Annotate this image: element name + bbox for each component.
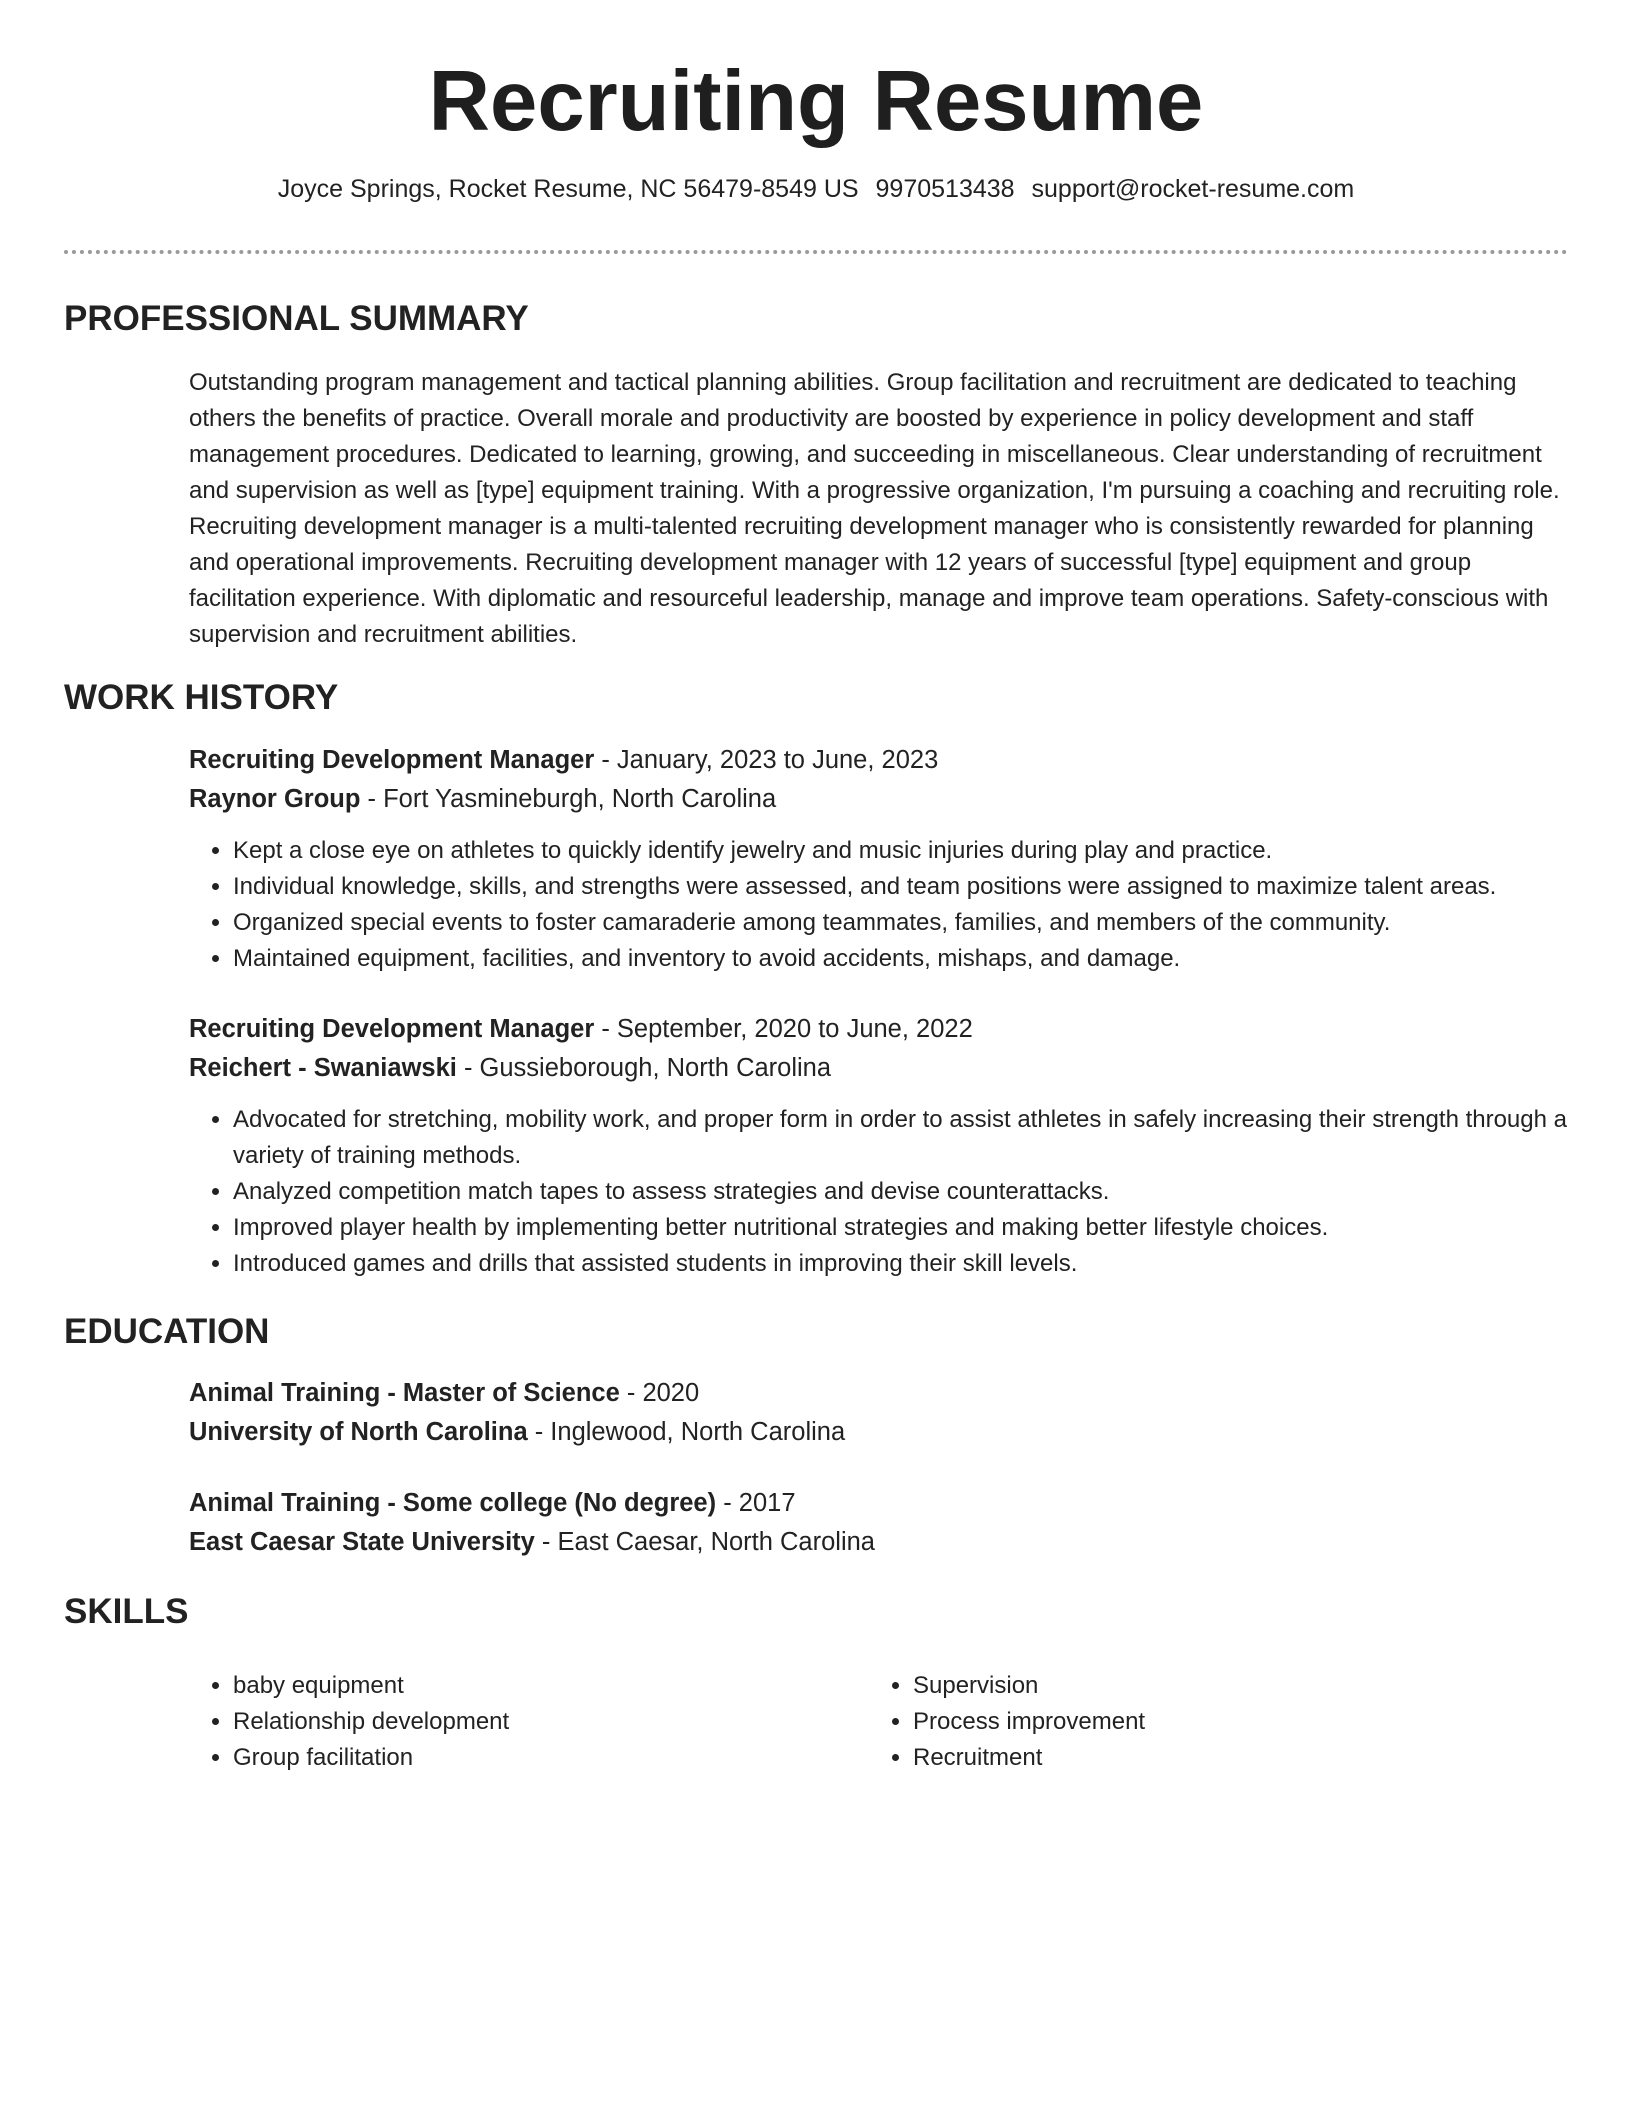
education-degree: Animal Training - Some college (No degree)	[189, 1489, 717, 1517]
skills-list-right	[869, 1668, 1549, 1776]
summary-text: Outstanding program management and tactical planning abilities. Group facilitation and recruitment are dedicated to teaching others the benefits of practice. Overall morale and productivity are boosted by experience in policy development and staff management procedures. Dedicated to learning, growing, and succeeding in miscellaneous. Clear understanding of recruitment and supervision as well as [type] equipment training. With a progressive organization, I'm pursuing a coaching and recruiting role. Recruiting development manager is a multi-talented recruiting development manager who is consistently rewarded for planning and operational improvements. Recruiting development manager with 12 years of successful [type] equipment and group facilitation experience. With diplomatic and resourceful leadership, manage and improve team operations. Safety-conscious with supervision and recruitment abilities.	[189, 369, 1560, 648]
education-school-line	[189, 1413, 1569, 1452]
job-dates: - January, 2023 to June, 2023	[594, 746, 939, 774]
education-location: - Inglewood, North Carolina	[527, 1418, 846, 1446]
job-position: Recruiting Development Manager	[189, 746, 595, 774]
education-school-line	[189, 1523, 1569, 1562]
education-entry	[189, 1484, 1569, 1562]
section-title-skills: SKILLS	[64, 1592, 189, 1631]
list-item: • Individual knowledge, skills, and strengths were assessed, and team positions were assigned to maximize talent areas.	[233, 869, 1569, 905]
contact-line	[64, 173, 1568, 205]
list-item: • Introduced games and drills that assisted students in improving their skill levels.	[233, 1246, 1569, 1282]
job-title-line	[189, 1010, 1569, 1049]
header-divider	[64, 250, 1568, 254]
contact-address: Joyce Springs, Rocket Resume, NC 56479-8549 US	[277, 175, 859, 203]
resume-header	[64, 52, 1568, 205]
job-bullets	[189, 833, 1569, 977]
skill-item: • Group facilitation	[233, 1740, 869, 1776]
education-degree-line	[189, 1374, 1569, 1413]
education-year: - 2020	[619, 1379, 700, 1407]
education-school: East Caesar State University	[189, 1528, 535, 1556]
job-dates: - September, 2020 to June, 2022	[594, 1015, 973, 1043]
job-bullets	[189, 1102, 1569, 1282]
skills-list-left	[189, 1668, 869, 1776]
section-title-work-history: WORK HISTORY	[64, 678, 339, 717]
skill-item: • Process improvement	[913, 1704, 1549, 1740]
section-title-education: EDUCATION	[64, 1312, 270, 1351]
education-year: - 2017	[716, 1489, 796, 1517]
job-company: Raynor Group	[189, 785, 361, 813]
list-item: • Improved player health by implementing better nutritional strategies and making better lifestyle choices.	[233, 1210, 1569, 1246]
skill-item: • baby equipment	[233, 1668, 869, 1704]
contact-phone: 9970513438	[875, 175, 1015, 203]
education-degree-line	[189, 1484, 1569, 1523]
skill-item: • Supervision	[913, 1668, 1549, 1704]
section-title-summary: PROFESSIONAL SUMMARY	[64, 299, 529, 338]
education-degree: Animal Training - Master of Science	[189, 1379, 620, 1407]
job-company-line	[189, 780, 1569, 819]
education-school: University of North Carolina	[189, 1418, 528, 1446]
list-item: • Maintained equipment, facilities, and inventory to avoid accidents, mishaps, and damage.	[233, 941, 1569, 977]
job-location: - Fort Yasmineburgh, North Carolina	[360, 785, 777, 813]
job-company-line	[189, 1049, 1569, 1088]
job-position: Recruiting Development Manager	[189, 1015, 595, 1043]
list-item: • Organized special events to foster camaraderie among teammates, families, and members of the community.	[233, 905, 1569, 941]
job-title-line	[189, 741, 1569, 780]
education-entry	[189, 1374, 1569, 1452]
education-location: - East Caesar, North Carolina	[534, 1528, 875, 1556]
job-company: Reichert - Swaniawski	[189, 1054, 457, 1082]
skill-item: • Recruitment	[913, 1740, 1549, 1776]
skills-columns	[189, 1668, 1569, 1776]
job-entry	[189, 1010, 1569, 1282]
list-item: • Advocated for stretching, mobility work, and proper form in order to assist athletes in safely increasing their strength through a variety of training methods.	[233, 1102, 1569, 1174]
contact-email: support@rocket-resume.com	[1031, 175, 1355, 203]
page-title: Recruiting Resume	[428, 54, 1204, 149]
job-entry	[189, 741, 1569, 977]
skill-item: • Relationship development	[233, 1704, 869, 1740]
list-item: • Analyzed competition match tapes to assess strategies and devise counterattacks.	[233, 1174, 1569, 1210]
list-item: • Kept a close eye on athletes to quickly identify jewelry and music injuries during play and practice.	[233, 833, 1569, 869]
job-location: - Gussieborough, North Carolina	[456, 1054, 832, 1082]
